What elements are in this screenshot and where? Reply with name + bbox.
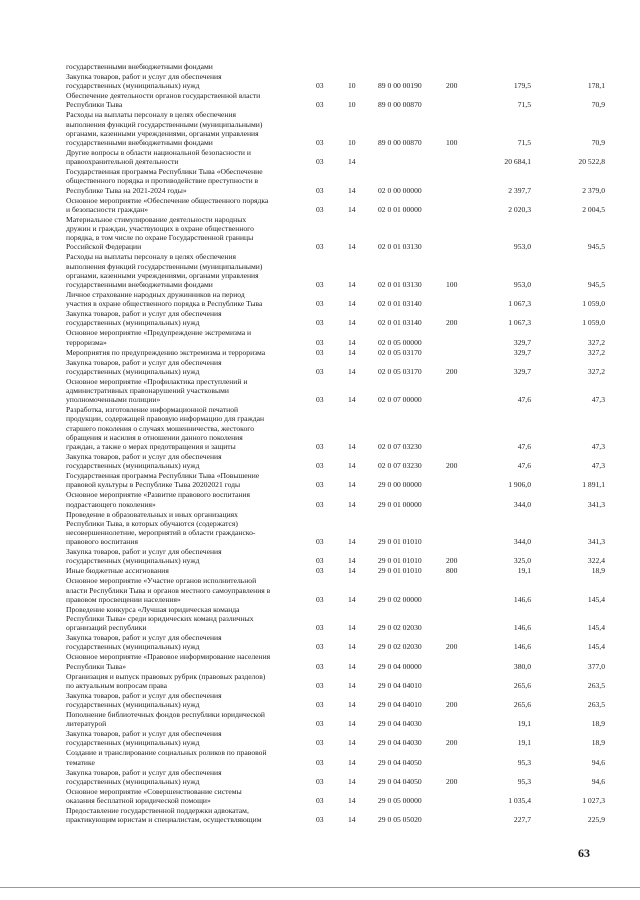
row-target-article-code: 02 0 01 03140 [378, 299, 422, 309]
row-amount-planned: 146,6 [513, 594, 531, 604]
row-name-line: практикующим юристам и специалистам, осуществляющим [66, 815, 262, 825]
row-name-line: оказания бесплатной юридической помощи» [66, 795, 211, 805]
row-section-code: 03 [316, 795, 324, 805]
row-section-code: 03 [316, 242, 324, 252]
table-row [0, 110, 640, 147]
row-section-code: 03 [316, 680, 324, 690]
row-name-line: Создание и транслирование социальных роликов по правовой [66, 748, 267, 758]
row-name-line: Закупка товаров, работ и услуг для обеспечения [66, 729, 222, 739]
row-subsection-code: 14 [348, 347, 356, 357]
row-name-line: Закупка товаров, работ и услуг для обеспечения [66, 357, 222, 367]
row-section-code: 03 [316, 100, 324, 110]
row-name-line: Государственная программа Республики Тыва «Обеспечение [66, 167, 263, 177]
row-subsection-code: 14 [348, 185, 356, 195]
row-name-line: государственных (муниципальных) нужд [66, 461, 200, 471]
row-name-line: Расходы на выплаты персоналу в целях обеспечения [66, 110, 237, 120]
table-row [0, 605, 640, 633]
row-target-article-code: 02 0 07 03230 [378, 461, 422, 471]
table-row [0, 547, 640, 565]
row-amount-executed: 1 891,1 [582, 480, 605, 490]
row-name-line: обращения и насилия в отношении данного поколения [66, 432, 243, 442]
row-target-article-code: 89 0 00 00870 [378, 100, 422, 110]
row-expense-type-code: 200 [446, 642, 458, 652]
row-amount-executed: 20 522,8 [578, 157, 605, 167]
row-amount-executed: 47,3 [591, 461, 605, 471]
row-name-line: государственными внебюджетными фондами [66, 62, 213, 71]
row-amount-planned: 227,7 [513, 815, 531, 825]
row-section-code: 03 [316, 815, 324, 825]
row-section-code: 03 [316, 642, 324, 652]
row-name-line: правоохранительной деятельности [66, 157, 179, 167]
row-name-line: Основное мероприятие «Развитие правового воспитания [66, 490, 250, 500]
row-subsection-code: 14 [348, 556, 356, 566]
row-name-line: дружин и граждан, участвующих в охране общественного [66, 223, 254, 233]
row-target-article-code: 02 0 07 03230 [378, 441, 422, 451]
row-name-line: граждан, а также о мерах предотвращения и защиты [66, 441, 236, 451]
row-subsection-code: 14 [348, 566, 356, 576]
row-name-line: Основное мероприятие «Совершенствование системы [66, 786, 242, 796]
row-subsection-code: 14 [348, 480, 356, 490]
row-amount-planned: 380,0 [513, 661, 531, 671]
row-amount-executed: 94,6 [591, 757, 605, 767]
row-amount-planned: 95,3 [517, 776, 531, 786]
row-amount-planned: 19,1 [517, 566, 531, 576]
row-section-code: 03 [316, 699, 324, 709]
row-amount-executed: 47,3 [591, 441, 605, 451]
table-row [0, 566, 640, 575]
row-name-line: тематике [66, 757, 95, 767]
row-target-article-code: 29 0 04 04030 [378, 738, 422, 748]
table-row [0, 768, 640, 786]
row-amount-executed: 945,5 [587, 242, 605, 252]
row-target-article-code: 29 0 04 00000 [378, 661, 422, 671]
row-amount-executed: 145,4 [587, 594, 605, 604]
row-name-line: Основное мероприятие «Предупреждение экстремизма и [66, 328, 252, 338]
row-amount-executed: 341,3 [587, 499, 605, 509]
row-name-line: несовершеннолетние, мероприятий в области гражданско- [66, 527, 256, 537]
row-amount-planned: 344,0 [513, 537, 531, 547]
row-amount-planned: 71,5 [517, 137, 531, 147]
row-name-line: Основное мероприятие «Участие органов исполнительной [66, 576, 257, 586]
row-subsection-code: 14 [348, 279, 356, 289]
row-amount-executed: 145,4 [587, 642, 605, 652]
row-expense-type-code: 200 [446, 81, 458, 91]
row-name-line: Организация и выпуск правовых рубрик (правовых разделов) [66, 671, 266, 681]
row-name-line: правовой культуры в Республике Тыва 20202021 годы [66, 480, 241, 490]
row-name-line: Закупка товаров, работ и услуг для обеспечения [66, 690, 222, 700]
row-name-line: Обеспечение деятельности органов государственной власти [66, 91, 261, 101]
table-row [0, 215, 640, 252]
row-amount-executed: 945,5 [587, 279, 605, 289]
row-subsection-code: 14 [348, 815, 356, 825]
row-amount-planned: 1 906,0 [508, 480, 531, 490]
row-amount-executed: 327,2 [587, 347, 605, 357]
row-subsection-code: 14 [348, 318, 356, 328]
row-name-line: государственных (муниципальных) нужд [66, 699, 200, 709]
row-amount-executed: 2 004,5 [582, 204, 605, 214]
row-amount-executed: 263,5 [587, 680, 605, 690]
row-name-line: организаций республики [66, 623, 147, 633]
row-name-line: Личное страхование народных дружинников на период [66, 290, 245, 299]
row-name-line: административных правонарушений участковыми [66, 385, 229, 395]
row-amount-executed: 47,3 [591, 395, 605, 405]
row-amount-planned: 47,6 [517, 441, 531, 451]
row-amount-planned: 146,6 [513, 642, 531, 652]
table-row [0, 510, 640, 547]
row-amount-executed: 178,1 [587, 81, 605, 91]
table-row [0, 328, 640, 346]
table-row [0, 358, 640, 376]
table-row [0, 471, 640, 489]
row-section-code: 03 [316, 279, 324, 289]
row-expense-type-code: 200 [446, 738, 458, 748]
row-subsection-code: 14 [348, 299, 356, 309]
table-row [0, 91, 640, 109]
row-amount-executed: 225,9 [587, 815, 605, 825]
row-target-article-code: 02 0 05 00000 [378, 337, 422, 347]
row-name-line: Проведение конкурса «Лучшая юридическая команда [66, 604, 240, 614]
row-name-line: порядка, в том числе по охране Государственной границы [66, 233, 254, 243]
row-name-line: государственными внебюджетными фондами [66, 279, 213, 289]
row-name-line: Республики Тыва [66, 100, 123, 110]
row-subsection-code: 14 [348, 795, 356, 805]
table-row [0, 452, 640, 470]
row-amount-executed: 2 379,0 [582, 185, 605, 195]
row-section-code: 03 [316, 719, 324, 729]
row-amount-executed: 327,2 [587, 337, 605, 347]
row-target-article-code: 02 0 01 03130 [378, 279, 422, 289]
row-name-line: Основное мероприятие «Обеспечение общественного порядка [66, 195, 269, 205]
row-target-article-code: 29 0 04 04050 [378, 757, 422, 767]
row-target-article-code: 02 0 05 03170 [378, 347, 422, 357]
row-name-line: Республики Тыва» среди юридических команд различных [66, 613, 254, 623]
row-section-code: 03 [316, 661, 324, 671]
row-section-code: 03 [316, 137, 324, 147]
row-name-line: Проведение в образовательных и иных организациях [66, 509, 238, 519]
row-subsection-code: 10 [348, 81, 356, 91]
row-subsection-code: 14 [348, 204, 356, 214]
row-amount-planned: 2 020,3 [508, 204, 531, 214]
row-subsection-code: 14 [348, 699, 356, 709]
row-section-code: 03 [316, 441, 324, 451]
row-name-line: литературой [66, 719, 107, 729]
row-subsection-code: 14 [348, 719, 356, 729]
row-name-line: Мероприятия по предупреждению экстремизма и терроризма [66, 347, 266, 357]
row-amount-executed: 263,5 [587, 699, 605, 709]
row-target-article-code: 02 0 01 03130 [378, 242, 422, 252]
table-row [0, 490, 640, 508]
row-name-line: государственных (муниципальных) нужд [66, 318, 200, 328]
row-amount-planned: 2 397,7 [508, 185, 531, 195]
row-section-code: 03 [316, 537, 324, 547]
row-name-line: старшего поколения о случаях мошенничества, жестокого [66, 423, 255, 433]
row-target-article-code: 29 0 01 01010 [378, 537, 422, 547]
row-amount-executed: 377,0 [587, 661, 605, 671]
row-name-line: Основное мероприятие «Профилактика преступлений и [66, 376, 248, 386]
table-row [0, 748, 640, 766]
row-target-article-code: 02 0 01 03140 [378, 318, 422, 328]
row-amount-executed: 18,9 [591, 719, 605, 729]
row-target-article-code: 29 0 02 00000 [378, 594, 422, 604]
row-subsection-code: 14 [348, 738, 356, 748]
row-target-article-code: 02 0 05 03170 [378, 366, 422, 376]
row-section-code: 03 [316, 366, 324, 376]
table-row [0, 252, 640, 289]
row-section-code: 03 [316, 556, 324, 566]
row-amount-executed: 70,9 [591, 137, 605, 147]
row-subsection-code: 10 [348, 100, 356, 110]
row-target-article-code: 89 0 00 00870 [378, 137, 422, 147]
row-name-line: и безопасности граждан» [66, 204, 149, 214]
table-row [0, 167, 640, 195]
row-subsection-code: 14 [348, 366, 356, 376]
row-name-line: Закупка товаров, работ и услуг для обеспечения [66, 309, 222, 319]
row-target-article-code: 29 0 00 00000 [378, 480, 422, 490]
row-section-code: 03 [316, 395, 324, 405]
page-number: 63 [578, 846, 590, 860]
row-section-code: 03 [316, 81, 324, 91]
row-section-code: 03 [316, 499, 324, 509]
row-subsection-code: 14 [348, 157, 356, 167]
table-row [0, 148, 640, 166]
row-section-code: 03 [316, 480, 324, 490]
row-name-line: государственных (муниципальных) нужд [66, 776, 200, 786]
table-row [0, 72, 640, 90]
row-section-code: 03 [316, 461, 324, 471]
table-row [0, 729, 640, 747]
row-amount-planned: 1 067,3 [508, 299, 531, 309]
row-name-line: Закупка товаров, работ и услуг для обеспечения [66, 767, 222, 777]
row-expense-type-code: 200 [446, 318, 458, 328]
row-amount-planned: 47,6 [517, 461, 531, 471]
row-amount-planned: 344,0 [513, 499, 531, 509]
row-name-line: Иные бюджетные ассигнования [66, 566, 169, 576]
table-row [0, 710, 640, 728]
row-section-code: 03 [316, 594, 324, 604]
row-subsection-code: 14 [348, 461, 356, 471]
row-amount-planned: 179,5 [513, 81, 531, 91]
row-amount-executed: 70,9 [591, 100, 605, 110]
row-amount-planned: 325,0 [513, 556, 531, 566]
row-name-line: Основное мероприятие «Правовое информирование населения [66, 652, 271, 662]
table-row [0, 633, 640, 651]
row-section-code: 03 [316, 566, 324, 576]
row-target-article-code: 29 0 04 04010 [378, 680, 422, 690]
row-subsection-code: 14 [348, 594, 356, 604]
row-name-line: выполнения функций государственными (муниципальными) [66, 119, 263, 129]
row-section-code: 03 [316, 347, 324, 357]
row-subsection-code: 14 [348, 757, 356, 767]
row-expense-type-code: 200 [446, 776, 458, 786]
row-name-line: Закупка товаров, работ и услуг для обеспечения [66, 72, 222, 81]
row-amount-planned: 329,7 [513, 366, 531, 376]
row-target-article-code: 29 0 01 00000 [378, 499, 422, 509]
row-target-article-code: 29 0 02 02030 [378, 642, 422, 652]
row-name-line: продукции, содержащей правовую информацию для граждан [66, 414, 265, 424]
row-name-line: участия в охране общественного порядка в Республике Тыва [66, 299, 263, 309]
row-name-line: органами, казенными учреждениями, органами управления [66, 270, 259, 280]
row-name-line: Разработка, изготовление информационной печатной [66, 405, 239, 415]
row-name-line: уполномоченными полиции» [66, 395, 161, 405]
row-expense-type-code: 800 [446, 566, 458, 576]
row-target-article-code: 02 0 00 00000 [378, 185, 422, 195]
row-amount-planned: 47,6 [517, 395, 531, 405]
table-row [0, 787, 640, 805]
row-amount-executed: 327,2 [587, 366, 605, 376]
row-amount-executed: 18,9 [591, 738, 605, 748]
table-row [0, 290, 640, 308]
table-row [0, 806, 640, 824]
row-name-line: Республики Тыва, в которых обучаются (содержатся) [66, 518, 238, 528]
row-amount-planned: 329,7 [513, 347, 531, 357]
table-row [0, 196, 640, 214]
row-subsection-code: 10 [348, 137, 356, 147]
row-subsection-code: 14 [348, 680, 356, 690]
row-name-line: общественного порядка и противодействие преступности в [66, 176, 259, 186]
row-amount-planned: 19,1 [517, 719, 531, 729]
row-name-line: терроризма» [66, 337, 107, 347]
row-name-line: Другие вопросы в области национальной безопасности и [66, 148, 251, 157]
row-amount-planned: 20 684,1 [504, 157, 531, 167]
row-section-code: 03 [316, 738, 324, 748]
row-name-line: Закупка товаров, работ и услуг для обеспечения [66, 633, 222, 643]
row-expense-type-code: 200 [446, 366, 458, 376]
footer-divider [0, 887, 640, 888]
row-name-line: государственными внебюджетными фондами [66, 137, 213, 147]
row-section-code: 03 [316, 185, 324, 195]
table-row [0, 652, 640, 670]
row-name-line: Республике Тыва на 2021-2024 годы» [66, 185, 187, 195]
row-name-line: государственных (муниципальных) нужд [66, 366, 200, 376]
row-expense-type-code: 200 [446, 461, 458, 471]
row-subsection-code: 14 [348, 395, 356, 405]
row-name-line: власти Республики Тыва и органов местного самоуправления в [66, 585, 271, 595]
row-name-line: выполнения функций государственными (муниципальными) [66, 261, 263, 271]
row-name-line: Российской Федерации [66, 242, 142, 252]
table-row [0, 672, 640, 690]
row-target-article-code: 29 0 01 01010 [378, 556, 422, 566]
row-amount-planned: 19,1 [517, 738, 531, 748]
row-section-code: 03 [316, 337, 324, 347]
row-subsection-code: 14 [348, 642, 356, 652]
row-expense-type-code: 100 [446, 137, 458, 147]
row-subsection-code: 14 [348, 441, 356, 451]
row-name-line: Закупка товаров, работ и услуг для обеспечения [66, 452, 222, 461]
row-amount-executed: 94,6 [591, 776, 605, 786]
table-row [0, 405, 640, 451]
row-name-line: государственных (муниципальных) нужд [66, 556, 200, 566]
row-name-line: Расходы на выплаты персоналу в целях обеспечения [66, 252, 237, 262]
row-name-line: Республики Тыва» [66, 661, 127, 671]
row-amount-executed: 322,4 [587, 556, 605, 566]
row-section-code: 03 [316, 757, 324, 767]
row-section-code: 03 [316, 623, 324, 633]
row-subsection-code: 14 [348, 537, 356, 547]
row-amount-executed: 341,3 [587, 537, 605, 547]
row-subsection-code: 14 [348, 776, 356, 786]
row-subsection-code: 14 [348, 337, 356, 347]
row-amount-executed: 145,4 [587, 623, 605, 633]
row-amount-planned: 71,5 [517, 100, 531, 110]
row-amount-planned: 265,6 [513, 699, 531, 709]
table-row [0, 348, 640, 357]
row-name-line: государственных (муниципальных) нужд [66, 642, 200, 652]
row-amount-executed: 18,9 [591, 566, 605, 576]
row-expense-type-code: 200 [446, 556, 458, 566]
row-name-line: государственных (муниципальных) нужд [66, 738, 200, 748]
row-amount-planned: 953,0 [513, 242, 531, 252]
row-target-article-code: 29 0 02 02030 [378, 623, 422, 633]
row-subsection-code: 14 [348, 623, 356, 633]
row-expense-type-code: 100 [446, 279, 458, 289]
row-amount-planned: 95,3 [517, 757, 531, 767]
row-name-line: Материальное стимулирование деятельности народных [66, 214, 247, 224]
row-amount-planned: 1 067,3 [508, 318, 531, 328]
row-name-line: органами, казенными учреждениями, органами управления [66, 128, 259, 138]
row-subsection-code: 14 [348, 242, 356, 252]
row-target-article-code: 29 0 05 05020 [378, 815, 422, 825]
row-target-article-code: 29 0 04 04010 [378, 699, 422, 709]
row-target-article-code: 02 0 07 00000 [378, 395, 422, 405]
row-target-article-code: 02 0 01 00000 [378, 204, 422, 214]
row-name-line: государственных (муниципальных) нужд [66, 81, 200, 91]
row-name-line: правовом просвещении населения» [66, 594, 181, 604]
row-subsection-code: 14 [348, 661, 356, 671]
table-row [0, 576, 640, 604]
row-amount-planned: 265,6 [513, 680, 531, 690]
row-amount-executed: 1 027,3 [582, 795, 605, 805]
row-amount-planned: 146,6 [513, 623, 531, 633]
row-target-article-code: 29 0 01 01010 [378, 566, 422, 576]
row-target-article-code: 29 0 04 04030 [378, 719, 422, 729]
row-target-article-code: 29 0 04 04050 [378, 776, 422, 786]
row-amount-planned: 953,0 [513, 279, 531, 289]
row-name-line: Пополнение библиотечных фондов республики юридической [66, 710, 265, 719]
row-amount-executed: 1 059,0 [582, 299, 605, 309]
row-amount-planned: 1 035,4 [508, 795, 531, 805]
table-row [0, 377, 640, 405]
row-name-line: подрастающего поколения» [66, 499, 156, 509]
row-target-article-code: 29 0 05 00000 [378, 795, 422, 805]
row-name-line: Государственная программа Республики Тыва «Повышение [66, 471, 260, 481]
table-row [0, 691, 640, 709]
row-section-code: 03 [316, 299, 324, 309]
row-amount-planned: 329,7 [513, 337, 531, 347]
row-name-line: Предоставление государственной поддержки адвокатам, [66, 806, 249, 815]
table-row [0, 309, 640, 327]
row-name-line: правового воспитания [66, 537, 138, 547]
row-expense-type-code: 200 [446, 699, 458, 709]
row-name-line: Закупка товаров, работ и услуг для обеспечения [66, 547, 222, 557]
row-section-code: 03 [316, 157, 324, 167]
row-target-article-code: 89 0 00 00190 [378, 81, 422, 91]
row-section-code: 03 [316, 776, 324, 786]
row-name-line: по актуальным вопросам права [66, 680, 167, 690]
row-amount-executed: 1 059,0 [582, 318, 605, 328]
row-subsection-code: 14 [348, 499, 356, 509]
row-section-code: 03 [316, 318, 324, 328]
table-row [0, 62, 640, 71]
row-section-code: 03 [316, 204, 324, 214]
